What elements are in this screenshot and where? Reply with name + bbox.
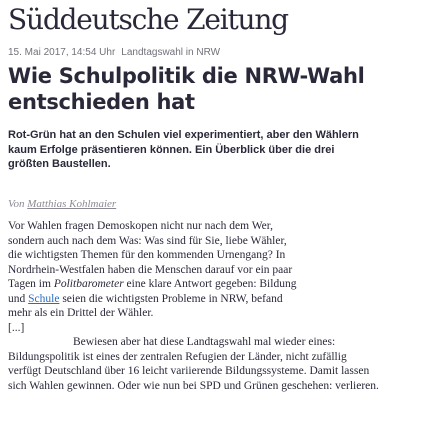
publish-date: 15. Mai 2017, 14:54 Uhr xyxy=(8,47,116,58)
author-link[interactable]: Matthias Kohlmaier xyxy=(27,198,117,210)
headline-line-1: Wie Schulpolitik die NRW-Wahl xyxy=(8,64,365,88)
byline-prefix: Von xyxy=(8,198,25,210)
body-text: eine klare Antwort gegeben: Bildung xyxy=(126,278,297,290)
body-line: Nordrhein-Westfalen haben die Menschen darauf vor ein paar xyxy=(8,263,293,276)
byline xyxy=(8,197,116,211)
body-line xyxy=(8,335,420,350)
teaser-line-3: größten Baustellen. xyxy=(8,158,111,170)
body-line: Bildungspolitik ist eines der zentralen Refugien der Länder, nicht zufällig xyxy=(8,350,347,363)
body-line: Vor Wahlen fragen Demoskopen nicht nur nach dem Wer, xyxy=(8,220,273,232)
politbarometer-emphasis: Politbarometer xyxy=(53,278,124,290)
ellipsis-marker: [...] xyxy=(8,321,25,334)
article-teaser xyxy=(8,128,418,172)
teaser-line-1: Rot-Grün hat an den Schulen viel experimentiert, aber den Wählern xyxy=(8,129,359,141)
body-line: die wichtigsten Themen für den kommenden Urnengang? In xyxy=(8,249,286,261)
article-meta xyxy=(8,46,220,60)
body-line: sich Wahlen gewinnen. Oder wie nun bei SPD und Grünen geschehen: verlieren. xyxy=(8,379,379,392)
article-body xyxy=(8,219,420,393)
teaser-line-2: kaum Erfolge präsentieren können. Ein Überblick über die drei xyxy=(8,143,335,156)
body-text: Tagen im xyxy=(8,278,51,290)
headline-line-2: entschieden hat xyxy=(8,89,195,114)
body-line: verfügt Deutschland über 16 leicht variierende Bildungssysteme. Damit lassen xyxy=(8,365,370,377)
body-text: seien die wichtigsten Probleme in NRW, befand xyxy=(62,292,283,305)
section-label[interactable]: Landtagswahl in NRW xyxy=(121,47,221,58)
body-line xyxy=(8,292,420,307)
body-line: mehr als ein Drittel der Wähler. xyxy=(8,307,154,319)
body-text: und xyxy=(8,292,26,305)
masthead-logo[interactable]: Süddeutsche Zeitung xyxy=(8,3,288,36)
body-text: Bewiesen aber hat diese Landtagswahl mal wieder eines: xyxy=(73,336,336,348)
body-line: sondern auch nach dem Was: Was sind für Sie, liebe Wähler, xyxy=(8,234,287,247)
schule-link[interactable]: Schule xyxy=(28,292,60,305)
body-line xyxy=(8,277,420,292)
article-headline xyxy=(8,64,420,115)
